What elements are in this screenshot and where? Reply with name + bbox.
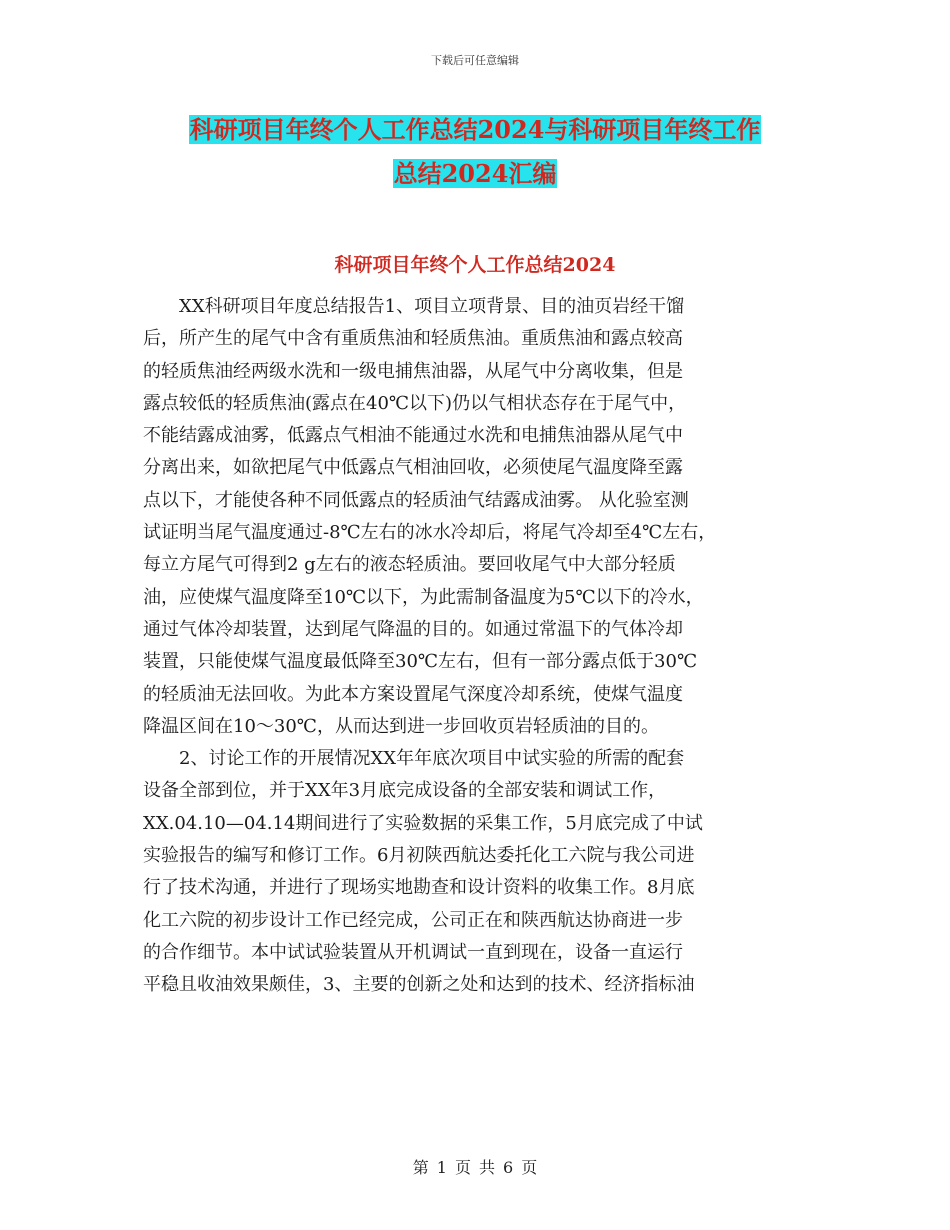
title-highlight-2: 总结2024汇编 <box>393 159 557 188</box>
document-title-line-1 <box>0 112 950 148</box>
page-footer <box>0 1155 950 1178</box>
text-line: 2、讨论工作的开展情况XX年年底次项目中试实验的所需的配套 <box>143 748 685 770</box>
text-line: 不能结露成油雾，低露点气相油不能通过水洗和电捕焦油器从尾气中 <box>143 425 683 447</box>
footer-prefix: 第 <box>412 1158 429 1177</box>
text-line: 实验报告的编写和修订工作。6月初陕西航达委托化工六院与我公司进 <box>143 845 695 867</box>
text-line: 后，所产生的尾气中含有重质焦油和轻质焦油。重质焦油和露点较高 <box>143 328 683 350</box>
text-line: 通过气体冷却装置，达到尾气降温的目的。如通过常温下的气体冷却 <box>143 618 683 640</box>
text-line: 设备全部到位，并于XX年3月底完成设备的全部安装和调试工作， <box>143 780 667 802</box>
text-line: 装置，只能使煤气温度最低降至30℃左右，但有一部分露点低于30℃ <box>143 651 698 673</box>
text-line: 点以下，才能使各种不同低露点的轻质油气结露成油雾。 从化验室测 <box>143 489 689 511</box>
text-line: 的合作细节。本中试试验装置从开机调试一直到现在，设备一直运行 <box>143 941 683 963</box>
text-line: 露点较低的轻质焦油(露点在40℃以下)仍以气相状态存在于尾气中， <box>143 392 687 414</box>
total-pages: 6 <box>503 1158 514 1177</box>
text-line: 试证明当尾气温度通过-8℃左右的冰水冷却后，将尾气冷却至4℃左右， <box>143 522 717 544</box>
text-line: XX科研项目年度总结报告1、项目立项背景、目的油页岩经干馏 <box>143 296 685 317</box>
text-line: XX.04.10—04.14期间进行了实验数据的采集工作，5月底完成了中试 <box>143 812 703 834</box>
text-line: 分离出来，如欲把尾气中低露点气相油回收，必须使尾气温度降至露 <box>143 457 683 479</box>
text-line: 每立方尾气可得到2 g左右的液态轻质油。要回收尾气中大部分轻质 <box>143 554 676 576</box>
section-title: 科研项目年终个人工作总结2024 <box>334 254 616 276</box>
page-number: 1 <box>436 1158 447 1177</box>
text-line: 油，应使煤气温度降至10℃以下，为此需制备温度为5℃以下的冷水， <box>143 586 704 608</box>
body-text <box>143 291 823 1002</box>
text-line: 行了技术沟通，并进行了现场实地勘查和设计资料的收集工作。8月底 <box>143 877 695 899</box>
footer-total-prefix: 共 <box>479 1158 496 1177</box>
title-highlight-1: 科研项目年终个人工作总结2024与科研项目年终工作 <box>189 115 761 144</box>
header-note: 下载后可任意编辑 <box>431 54 519 67</box>
text-line: 的轻质焦油经两级水洗和一级电捕焦油器，从尾气中分离收集，但是 <box>143 360 683 382</box>
footer-suffix: 页 <box>521 1158 538 1177</box>
footer-mid: 页 <box>454 1158 471 1177</box>
text-line: 降温区间在10～30℃，从而达到进一步回收页岩轻质油的目的。 <box>143 715 659 737</box>
document-title-line-2 <box>0 156 950 192</box>
text-line: 化工六院的初步设计工作已经完成，公司正在和陕西航达协商进一步 <box>143 909 683 931</box>
text-line: 的轻质油无法回收。为此本方案设置尾气深度冷却系统，使煤气温度 <box>143 683 683 705</box>
text-line: 平稳且收油效果颇佳，3、主要的创新之处和达到的技术、经济指标油 <box>143 974 695 996</box>
